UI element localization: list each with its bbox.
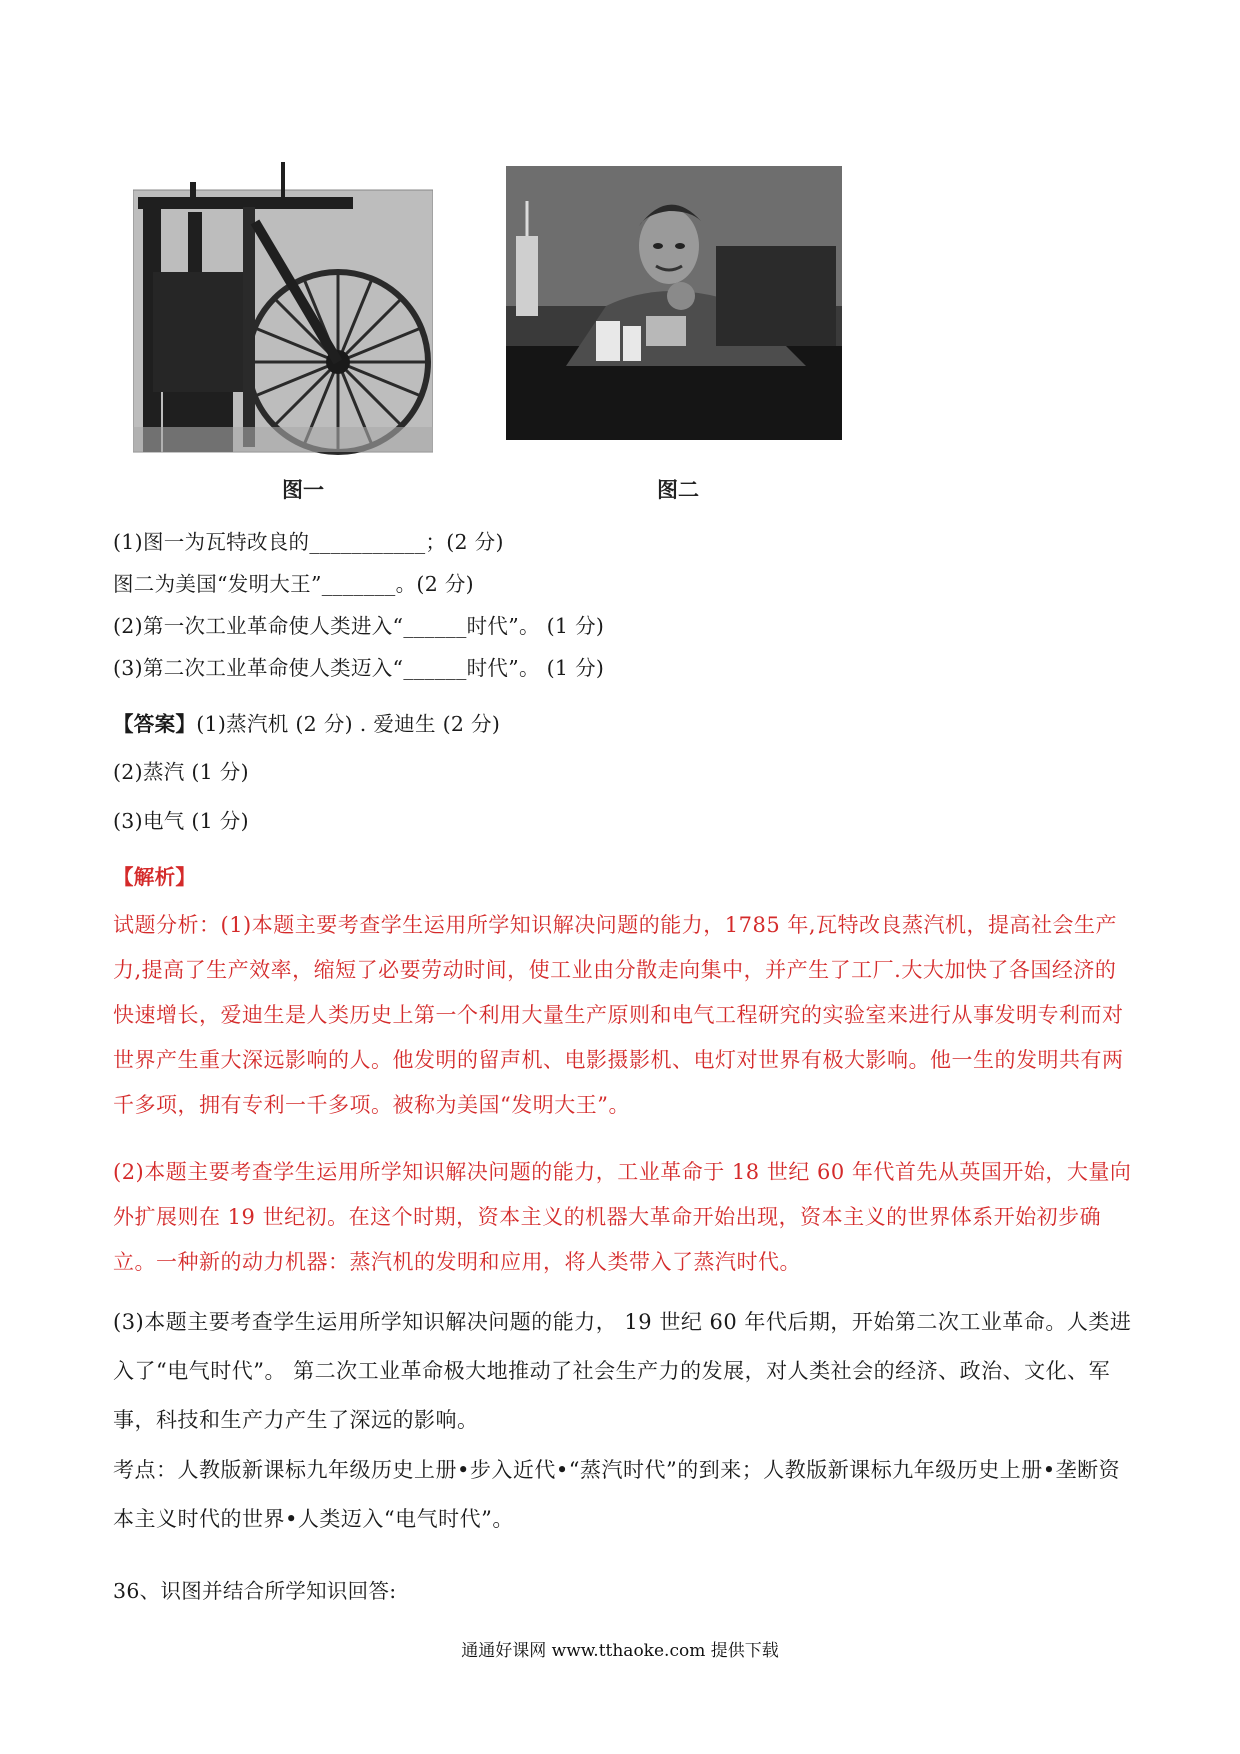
question-1b: 图二为美国“发明大王”_______。(2 分) xyxy=(113,572,474,596)
analysis-paragraph-1: 试题分析：(1)本题主要考查学生运用所学知识解决问题的能力，1785 年,瓦特改良蒸汽机，提高社会生产力,提高了生产效率，缩短了必要劳动时间，使工业由分散走向集中，并产生了工厂.大大加快了各国经济的快速增长，爱迪生是人类历史上第一个利用大量生产原则和电气工程研究的实验室来进行从事发明专利而对世界产生重大深远影响的人。他发明的留声机、电影摄影机、电灯对世界有极大影响。他一生的发明共有两千多项，拥有专利一千多项。被称为美国“发明大王”。 xyxy=(113,913,1124,1117)
analysis-label: 【解析】 xyxy=(113,865,197,889)
next-question: 36、识图并结合所学知识回答: xyxy=(113,1579,397,1603)
answer-label: 【答案】 xyxy=(113,712,197,736)
figure-1-steam-engine xyxy=(133,162,433,462)
answer-text-1: (1)蒸汽机 (2 分) . 爱迪生 (2 分) xyxy=(196,712,501,736)
figure-2-caption: 图二 xyxy=(657,478,699,502)
analysis-paragraph-2: (2)本题主要考查学生运用所学知识解决问题的能力，工业革命于 18 世纪 60 年代首先从英国开始，大量向外扩展则在 19 世纪初。在这个时期，资本主义的机器大革命开始出现，资本主义的世界体系开始初步确立。一种新的动力机器：蒸汽机的发明和应用，将人类带入了蒸汽时代。 xyxy=(113,1160,1132,1274)
answer-line-1 xyxy=(113,707,500,737)
figure-1-caption: 图一 xyxy=(282,478,324,502)
question-1a: (1)图一为瓦特改良的___________；(2 分) xyxy=(113,530,504,554)
analysis-paragraph-3: (3)本题主要考查学生运用所学知识解决问题的能力， 19 世纪 60 年代后期，开始第二次工业革命。人类进入了“电气时代”。 第二次工业革命极大地推动了社会生产力的发展，对人类社会的经济、政治、文化、军事，科技和生产力产生了深远的影响。 xyxy=(113,1310,1132,1432)
page-footer: 通通好课网 www.tthaoke.com 提供下载 xyxy=(461,1641,779,1661)
figure-2-edison-photo xyxy=(506,166,842,440)
answer-line-3: (3)电气 (1 分) xyxy=(113,809,249,833)
question-2: (2)第一次工业革命使人类进入“______时代”。 (1 分) xyxy=(113,614,605,638)
analysis-paragraph-4: 考点：人教版新课标九年级历史上册•步入近代•“蒸汽时代”的到来；人教版新课标九年级历史上册•垄断资本主义时代的世界•人类迈入“电气时代”。 xyxy=(113,1458,1121,1531)
question-3: (3)第二次工业革命使人类迈入“______时代”。 (1 分) xyxy=(113,656,605,680)
answer-line-2: (2)蒸汽 (1 分) xyxy=(113,760,249,784)
